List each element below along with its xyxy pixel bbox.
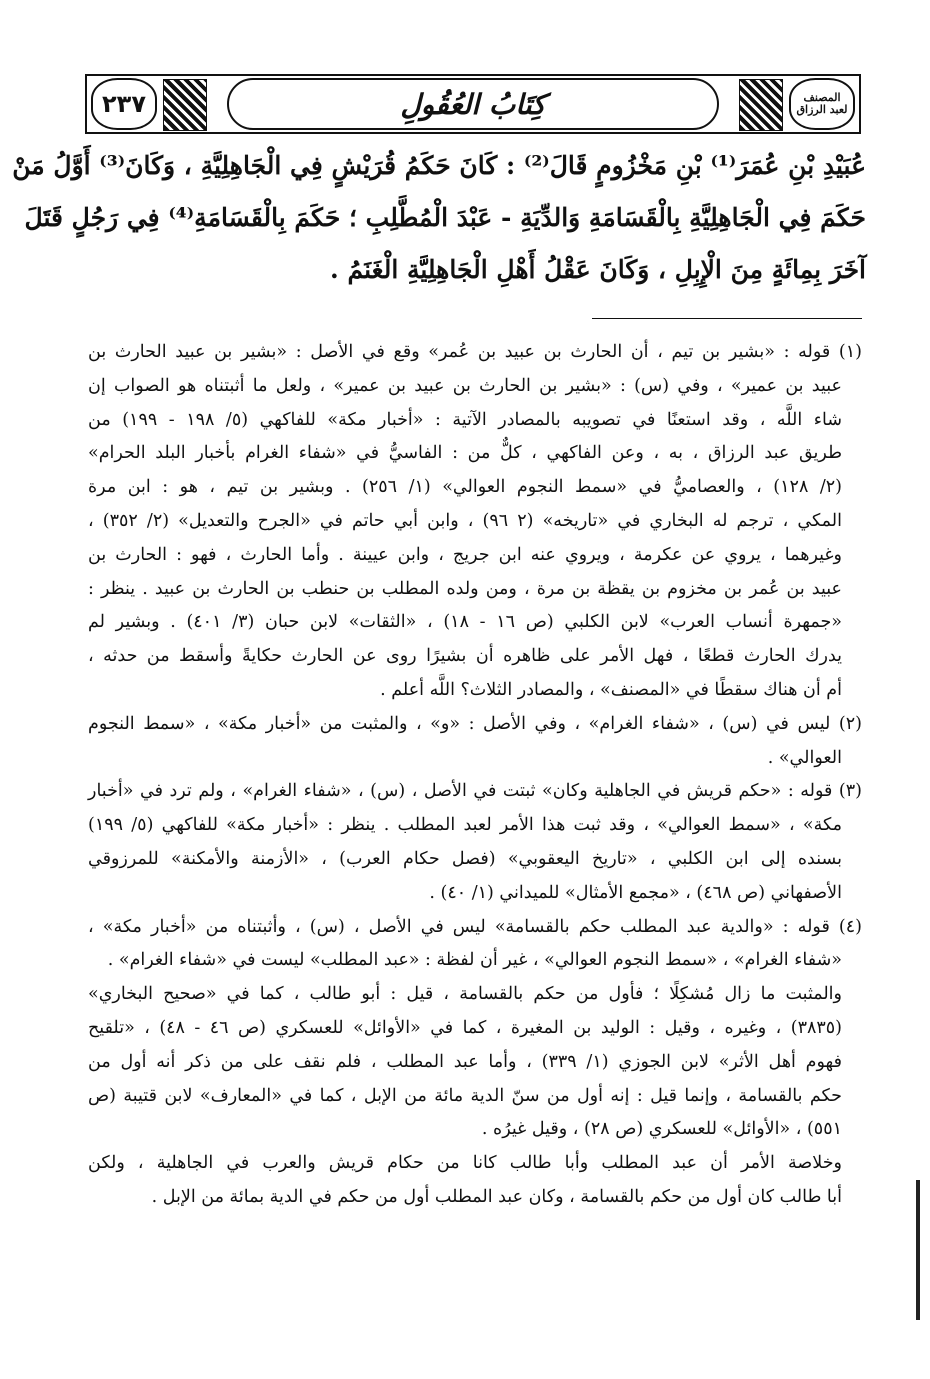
footnote-line: فهوم أهل الأثر» لابن الجوزي (١/ ٣٣٩) ، وأما عبد المطلب ، فلم نقف على من ذكر أنه أول من bbox=[88, 1051, 842, 1072]
footnote-line: أبا طالب كان أول من حكم بالقسامة ، وكان عبد المطلب أول من حكم في الدية بمائة من الإبل . bbox=[151, 1186, 842, 1207]
footnote-line: حكم بالقسامة ، وإنما قيل : إنه أول من سنّ الدية مائة من الإبل ، كما في «المعارف» لابن قتيبة (ص bbox=[88, 1085, 842, 1106]
ornament-icon bbox=[739, 79, 783, 131]
footnote-line: يدرك الحارث قطعًا ، فهل الأمر على ظاهره أن بشيرًا روى عن الحارث حكايةً وأسقط من حدثه ، bbox=[88, 646, 842, 667]
footnote-line: (٣٨٣٥) ، وغيره ، وقيل : الوليد بن المغيرة ، كما في «الأوائل» للعسكري (ص ٤٦ - ٤٨) ، «تلقيح bbox=[88, 1017, 842, 1038]
footnote-line: ٥٥١) ، «الأوائل» للعسكري (ص ٢٨) ، وقيل غيرُه . bbox=[481, 1119, 842, 1140]
footnote-separator bbox=[592, 318, 862, 319]
footnote-line: «جمهرة أنساب العرب» لابن الكلبي (ص ١٦ - ١٨) ، «الثقات» لابن حبان (٣/ ٤٠١) . وبشير لم bbox=[88, 612, 842, 633]
main-text bbox=[12, 140, 866, 296]
footnote-line: عبيد بن عُمر بن مخزوم بن يقظة بن مرة ، ومن ولده المطلب بن حنطب بن الحارث بن عبيد . ينظر : bbox=[88, 578, 842, 599]
chapter-title: كِتَابُ العُقُولِ bbox=[400, 87, 546, 121]
page-header bbox=[85, 74, 861, 134]
page-number: ٢٣٧ bbox=[102, 90, 146, 118]
footnote-line: وغيرهما ، يروي عن عكرمة ، ويروي عنه ابن جريج ، وابن عيينة . وأما الحارث ، فهو : الحارث بن bbox=[88, 544, 842, 565]
footnote-line: مكة» ، «سمط العوالي» ، وقد ثبت هذا الأمر لعبد المطلب . ينظر : «أخبار مكة» للفاكهي (٥/ ١٩٩) bbox=[88, 815, 842, 836]
footnotes bbox=[88, 336, 862, 1215]
footnote-line: (١) قوله : «بشير بن تيم ، أن الحارث بن عبيد بن عُمر» وقع في الأصل : «بشير بن عبيد الحارث بن bbox=[88, 342, 862, 362]
footnote-line: (٣) قوله : «حكم قريش في الجاهلية وكان» ثبتت في الأصل ، (س) ، «شفاء الغرام» ، ولم ترد في «أخبار bbox=[88, 781, 862, 802]
footnote-line: «شفاء الغرام» ، «سمط النجوم العوالي» ، غير أن لفظة : «عبد المطلب» ليست في «شفاء الغرام» . bbox=[107, 950, 842, 971]
footnote-line: (٢) ليس في (س) ، «شفاء الغرام» ، وفي الأصل : «و» ، والمثبت من «أخبار مكة» ، «سمط النجوم bbox=[88, 713, 862, 734]
main-text-line: عُبَيْدِ بْنِ عُمَرَ⁽¹⁾ بْنِ مَخْزُومٍ قَالَ⁽²⁾ : كَانَ حَكَمُ قُرَيْشٍ فِي الْجَاهِلِيَّةِ ، وَكَانَ⁽³⁾ أَوَّلُ مَنْ bbox=[12, 151, 866, 180]
scan-edge-mark bbox=[916, 1180, 920, 1320]
footnote-line: والمثبت ما زال مُشكِلًا ؛ فأول من حكم بالقسامة ، قيل : أبو طالب ، كما في «صحيح البخاري» bbox=[88, 984, 842, 1005]
footnote-line: (٢/ ١٢٨) ، والعصاميُّ في «سمط النجوم العوالي» (١/ ٢٥٦) . وبشير بن تيم ، هو : ابن مرة bbox=[88, 477, 842, 498]
footnote-line: شاء اللَّه ، وقد استعنًا في تصويبه بالمصادر الآتية : «أخبار مكة» للفاكهي (٥/ ١٩٨ - ١٩٩) من bbox=[88, 409, 842, 430]
title-cartouche bbox=[227, 78, 719, 130]
seal-line-1: المصنف bbox=[803, 91, 841, 104]
footnote-line: الأصفهاني (ص ٤٦٨) ، «مجمع الأمثال» للميداني (١/ ٤٠) . bbox=[429, 882, 842, 903]
footnote-line: طريق عبد الرزاق ، به ، وعن الفاكهي ، كلٌّ من : الفاسيُّ في «شفاء الغرام بأخبار البلد الحرام» bbox=[88, 443, 842, 464]
footnote-line: (٤) قوله : «والدية عبد المطلب حكم بالقسامة» ليس في الأصل ، (س) ، وأثبتناه من «أخبار مكة» ، bbox=[88, 916, 862, 937]
footnote-line: عبيد بن عمير» ، وفي (س) : «بشير بن الحارث بن عبيد بن عمير» ، ولعل ما أثبتناه هو الصواب إن bbox=[88, 375, 842, 396]
footnote-line: المكي ، ترجم له البخاري في «تاريخه» (٢ ٩٦) ، وابن أبي حاتم في «الجرح والتعديل» (٢/ ٣٥٢) ، bbox=[88, 510, 842, 531]
footnote-line: وخلاصة الأمر أن عبد المطلب وأبا طالب كانا من حكام قريش والعرب في الجاهلية ، ولكن bbox=[88, 1153, 842, 1174]
seal-line-2: لعبد الرزاق bbox=[796, 103, 848, 116]
ornament-icon bbox=[163, 79, 207, 131]
footnote-line: العوالي» . bbox=[767, 747, 842, 768]
book-seal bbox=[789, 78, 855, 130]
footnote-line: بسنده إلى ابن الكلبي ، «تاريخ اليعقوبي» (فصل حكام العرب) ، «الأزمنة والأمكنة» للمرزوقي bbox=[88, 848, 842, 869]
page-number-medallion bbox=[91, 78, 157, 130]
main-text-line: آخَرَ بِمِائَةٍ مِنَ الْإِبِلِ ، وَكَانَ عَقْلُ أَهْلِ الْجَاهِلِيَّةِ الْغَنَمُ . bbox=[330, 255, 866, 284]
main-text-line: حَكَمَ فِي الْجَاهِلِيَّةِ بِالْقَسَامَةِ وَالدِّيَةِ - عَبْدَ الْمُطَّلِبِ ؛ حَكَمَ بِالْقَسَامَةِ⁽⁴⁾ فِي رَجُلٍ قَتَلَ bbox=[24, 203, 866, 232]
footnote-line: أم أن هناك سقطًا في «المصنف» ، والمصادر الثلاث؟ اللَّه أعلم . bbox=[380, 679, 842, 700]
